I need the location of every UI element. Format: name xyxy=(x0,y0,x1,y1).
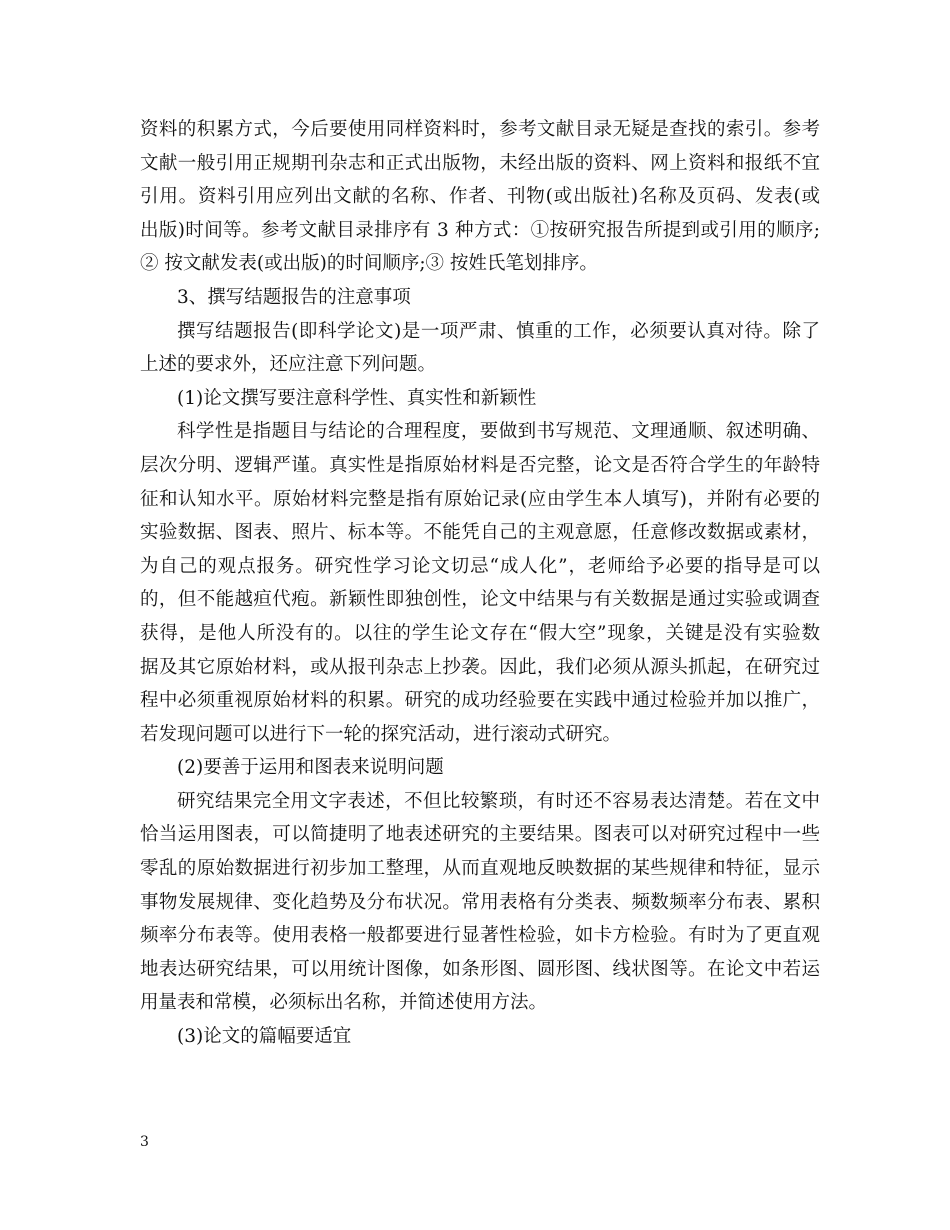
text-line: 科学性是指题目与结论的合理程度，要做到书写规范、文理通顺、叙述明确、 xyxy=(177,421,820,443)
text-line: 层次分明、逻辑严谨。真实性是指原始材料是否完整，论文是否符合学生的年龄特 xyxy=(140,454,820,476)
text-line: 用量表和常模，必须标出名称，并简述使用方法。 xyxy=(140,992,548,1014)
text-line: 3、撰写结题报告的注意事项 xyxy=(177,286,411,308)
text-line: 研究结果完全用文字表述，不但比较繁琐，有时还不容易表达清楚。若在文中 xyxy=(177,790,820,812)
text-line: 出版)时间等。参考文献目录排序有 3 种方式：①按研究报告所提到或引用的顺序; xyxy=(140,219,820,241)
text-line: 征和认知水平。原始材料完整是指有原始记录(应由学生本人填写)，并附有必要的 xyxy=(140,488,820,510)
text-line: 地表达研究结果，可以用统计图像，如条形图、圆形图、线状图等。在论文中若运 xyxy=(140,958,820,980)
text-line: 频率分布表等。使用表格一般都要进行显著性检验，如卡方检验。有时为了更直观 xyxy=(140,925,820,947)
text-line: 为自己的观点报务。研究性学习论文切忌“成人化”，老师给予必要的指导是可以 xyxy=(140,555,820,577)
text-line: 引用。资料引用应列出文献的名称、作者、刊物(或出版社)名称及页码、发表(或 xyxy=(140,186,820,208)
text-line: ② 按文献发表(或出版)的时间顺序;③ 按姓氏笔划排序。 xyxy=(140,253,598,275)
text-line: 资料的积累方式，今后要使用同样资料时，参考文献目录无疑是查找的索引。参考 xyxy=(140,119,820,140)
text-line: 据及其它原始材料，或从报刊杂志上抄袭。因此，我们必须从源头抓起，在研究过 xyxy=(140,656,820,678)
text-line: 上述的要求外，还应注意下列问题。 xyxy=(140,354,437,376)
text-line: 事物发展规律、变化趋势及分布状况。常用表格有分类表、频数频率分布表、累积 xyxy=(140,891,820,913)
text-line: 的，但不能越疸代疱。新颖性即独创性，论文中结果与有关数据是通过实验或调查 xyxy=(140,589,820,611)
document-body xyxy=(140,113,820,1054)
page-number: 3 xyxy=(140,1134,149,1150)
text-line: 撰写结题报告(即科学论文)是一项严肃、慎重的工作，必须要认真对待。除了 xyxy=(177,320,820,342)
text-line: 恰当运用图表，可以简捷明了地表述研究的主要结果。图表可以对研究过程中一些 xyxy=(140,824,820,846)
text-line: (1)论文撰写要注意科学性、真实性和新颖性 xyxy=(177,387,537,409)
text-line: 获得，是他人所没有的。以往的学生论文存在“假大空”现象，关键是没有实验数 xyxy=(140,622,820,644)
text-line: (3)论文的篇幅要适宜 xyxy=(177,1026,352,1048)
text-line: 零乱的原始数据进行初步加工整理，从而直观地反映数据的某些规律和特征，显示 xyxy=(140,858,820,880)
text-line: 文献一般引用正规期刊杂志和正式出版物，未经出版的资料、网上资料和报纸不宜 xyxy=(140,152,820,174)
text-line: 程中必须重视原始材料的积累。研究的成功经验要在实践中通过检验并加以推广， xyxy=(140,690,820,712)
text-line: (2)要善于运用和图表来说明问题 xyxy=(177,757,444,779)
text-line: 实验数据、图表、照片、标本等。不能凭自己的主观意愿，任意修改数据或素材， xyxy=(140,522,820,544)
text-line: 若发现问题可以进行下一轮的探究活动，进行滚动式研究。 xyxy=(140,723,622,745)
